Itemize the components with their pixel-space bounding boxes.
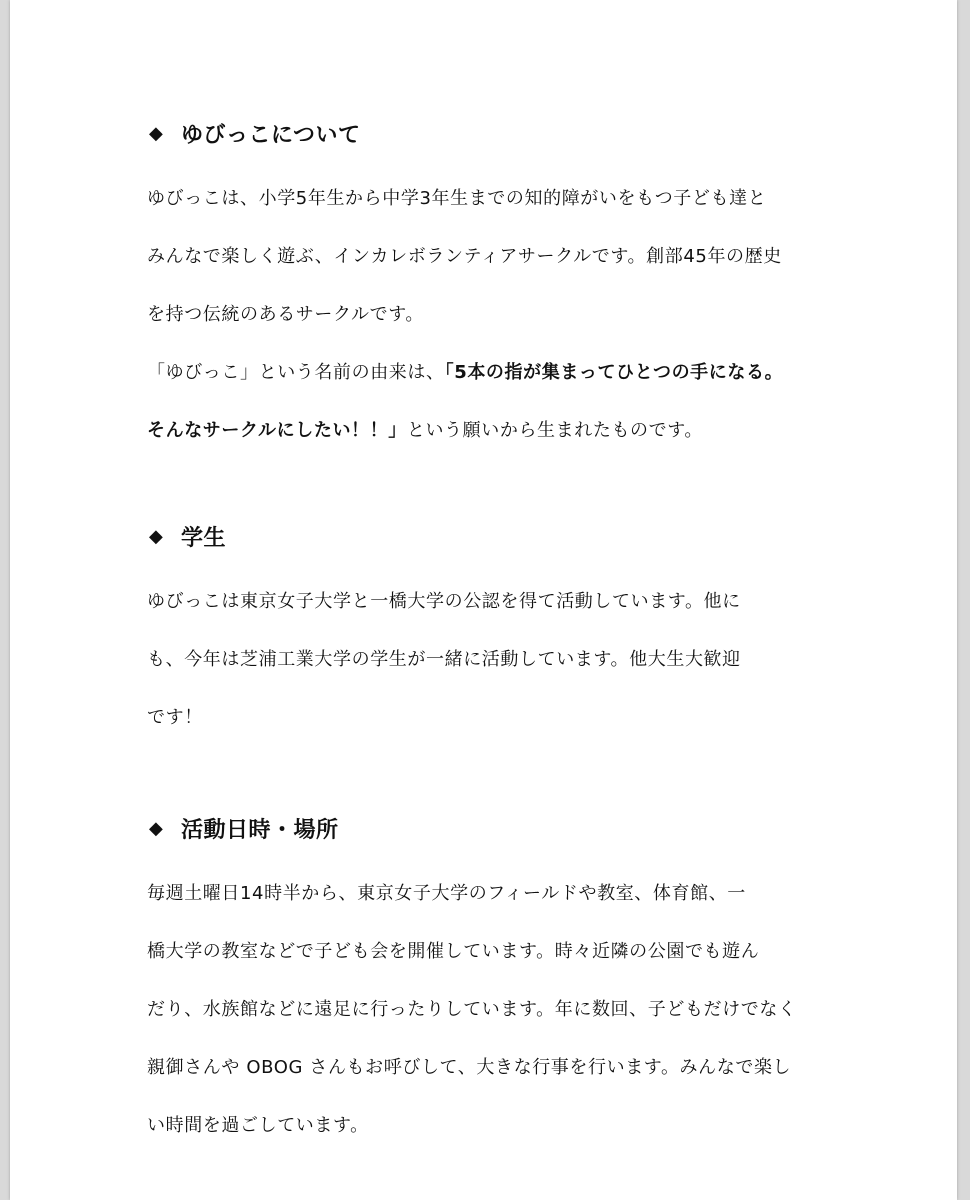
line-text: みんなで楽しく遊ぶ、インカレボランティアサークルです。創部45年の歴史 xyxy=(147,246,782,267)
paragraph-line xyxy=(147,402,837,460)
section-heading-text: 学生 xyxy=(181,525,227,551)
emphasized-text: そんなサークルにしたい！！」 xyxy=(147,420,407,441)
section-body xyxy=(147,573,837,747)
paragraph-line xyxy=(147,981,837,1039)
section-body xyxy=(147,865,837,1155)
line-text: い時間を過ごしています。 xyxy=(147,1115,369,1136)
line-text: 毎週土曜日14時半から、東京女子大学のフィールドや教室、体育館、一 xyxy=(147,883,746,904)
paragraph-line xyxy=(147,228,837,286)
section-heading-text: 活動日時・場所 xyxy=(181,817,339,843)
line-text: も、今年は芝浦工業大学の学生が一緒に活動しています。他大生大歓迎 xyxy=(147,649,741,670)
section-heading xyxy=(147,808,837,848)
black-diamond-icon: ◆ xyxy=(149,525,164,547)
section-activity-schedule-place xyxy=(147,808,837,1155)
paragraph-line xyxy=(147,689,837,747)
document-page xyxy=(10,0,957,1200)
paragraph-line xyxy=(147,344,837,402)
paragraph-line xyxy=(147,1097,837,1155)
line-text: だり、水族館などに遠足に行ったりしています。年に数回、子どもだけでなく xyxy=(147,999,797,1020)
line-text: 親御さんや OBOG さんもお呼びして、大きな行事を行います。みんなで楽し xyxy=(147,1057,792,1078)
line-text: です！ xyxy=(147,707,203,728)
paragraph-line xyxy=(147,865,837,923)
black-diamond-icon: ◆ xyxy=(149,122,164,144)
emphasized-text: 「5本の指が集まってひとつの手になる。 xyxy=(444,362,784,383)
line-text: ゆびっこは、小学5年生から中学3年生までの知的障がいをもつ子ども達と xyxy=(147,188,767,209)
paragraph-line xyxy=(147,573,837,631)
line-text: ゆびっこは東京女子大学と一橋大学の公認を得て活動しています。他に xyxy=(147,591,741,612)
section-body xyxy=(147,170,837,460)
line-text: を持つ伝統のあるサークルです。 xyxy=(147,304,425,325)
line-text: という願いから生まれたものです。 xyxy=(406,420,704,441)
section-students xyxy=(147,516,837,747)
paragraph-line xyxy=(147,923,837,981)
paragraph-line xyxy=(147,170,837,228)
section-heading-text: ゆびっこについて xyxy=(181,122,361,148)
black-diamond-icon: ◆ xyxy=(149,817,164,839)
paragraph-line xyxy=(147,631,837,689)
section-about-yubikko xyxy=(147,113,837,460)
line-text: 橋大学の教室などで子ども会を開催しています。時々近隣の公園でも遊ん xyxy=(147,941,760,962)
section-heading xyxy=(147,516,837,556)
paragraph-line xyxy=(147,286,837,344)
line-text: 「ゆびっこ」という名前の由来は、 xyxy=(147,362,445,383)
paragraph-line xyxy=(147,1039,837,1097)
section-heading xyxy=(147,113,837,153)
